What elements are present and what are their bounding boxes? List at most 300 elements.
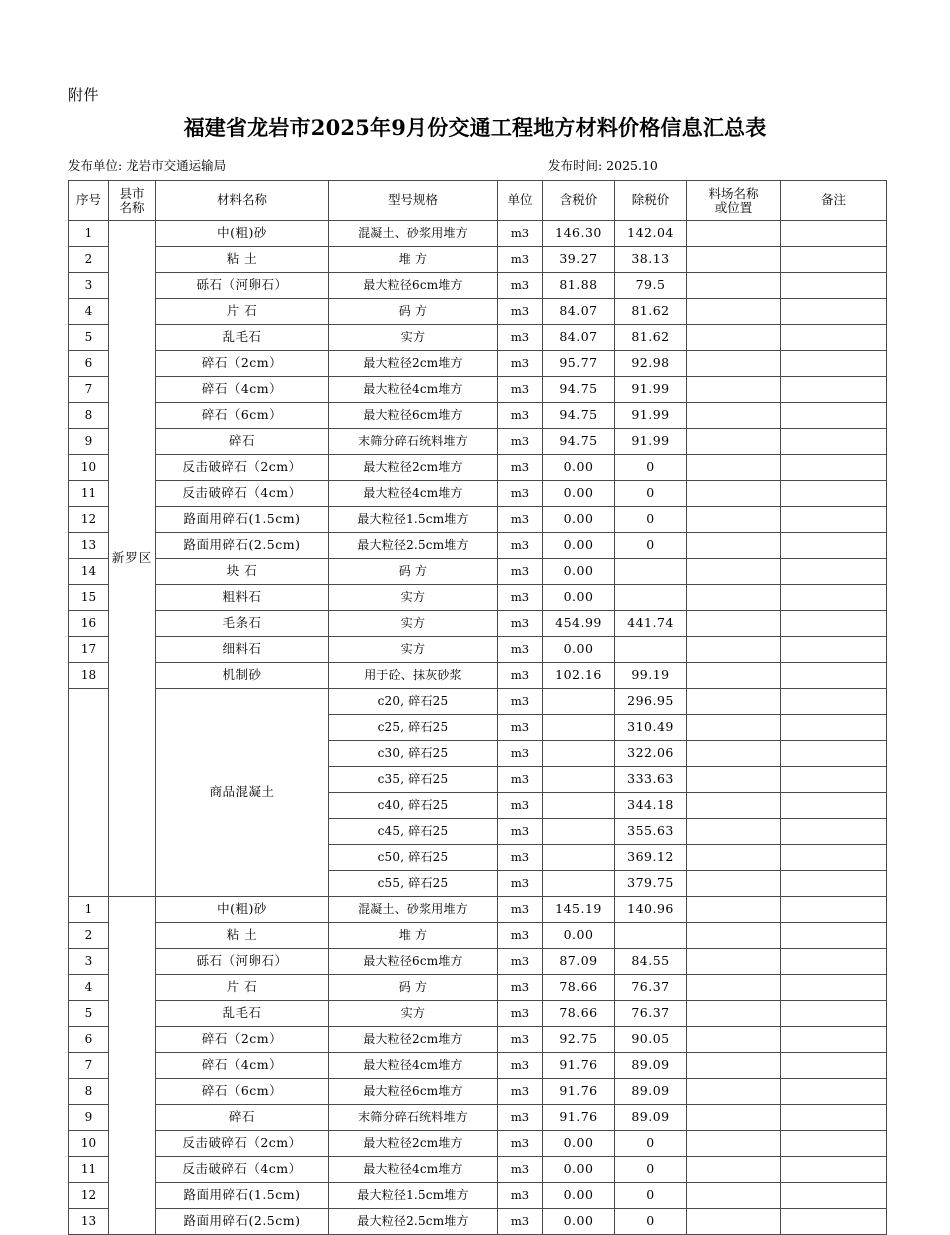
cell-price-incl-tax: 0.00 <box>543 455 615 481</box>
cell-price-excl-tax: 89.09 <box>615 1105 687 1131</box>
col-header-yard <box>687 181 781 221</box>
cell-seq: 11 <box>69 1157 109 1183</box>
cell-spec: 实方 <box>329 611 498 637</box>
cell-spec: 实方 <box>329 325 498 351</box>
cell-remark <box>781 845 887 871</box>
cell-remark <box>781 481 887 507</box>
table-row <box>69 1183 887 1209</box>
cell-yard-location <box>687 247 781 273</box>
col-header-yard-line2: 或位置 <box>714 199 753 215</box>
cell-unit: m3 <box>498 949 543 975</box>
cell-yard-location <box>687 1131 781 1157</box>
cell-price-incl-tax <box>543 741 615 767</box>
cell-yard-location <box>687 845 781 871</box>
cell-remark <box>781 793 887 819</box>
cell-price-excl-tax: 91.99 <box>615 403 687 429</box>
cell-spec: c40, 碎石25 <box>329 793 498 819</box>
cell-remark <box>781 741 887 767</box>
cell-price-excl-tax: 0 <box>615 507 687 533</box>
publish-date-text: 发布时间: 2025.10 <box>548 158 658 173</box>
cell-unit: m3 <box>498 715 543 741</box>
table-row <box>69 923 887 949</box>
cell-spec: 最大粒径1.5cm堆方 <box>329 1183 498 1209</box>
cell-seq: 12 <box>69 507 109 533</box>
cell-spec: 最大粒径6cm堆方 <box>329 273 498 299</box>
cell-material-name: 中(粗)砂 <box>156 221 329 247</box>
cell-seq: 1 <box>69 221 109 247</box>
cell-unit: m3 <box>498 767 543 793</box>
cell-seq: 9 <box>69 429 109 455</box>
cell-price-excl-tax: 99.19 <box>615 663 687 689</box>
cell-yard-location <box>687 299 781 325</box>
cell-material-name: 砾石（河卵石） <box>156 273 329 299</box>
table-row <box>69 429 887 455</box>
cell-yard-location <box>687 949 781 975</box>
table-row <box>69 221 887 247</box>
cell-material-name: 路面用碎石(1.5cm) <box>156 1183 329 1209</box>
cell-remark <box>781 611 887 637</box>
cell-remark <box>781 351 887 377</box>
cell-price-incl-tax: 0.00 <box>543 1183 615 1209</box>
cell-seq: 18 <box>69 663 109 689</box>
cell-price-excl-tax: 81.62 <box>615 325 687 351</box>
table-row <box>69 689 887 715</box>
cell-spec: 混凝土、砂浆用堆方 <box>329 221 498 247</box>
table-row <box>69 1209 887 1235</box>
cell-yard-location <box>687 871 781 897</box>
cell-price-excl-tax: 0 <box>615 1209 687 1235</box>
cell-yard-location <box>687 1183 781 1209</box>
cell-unit: m3 <box>498 559 543 585</box>
cell-yard-location <box>687 1079 781 1105</box>
cell-unit: m3 <box>498 403 543 429</box>
cell-price-excl-tax: 0 <box>615 533 687 559</box>
cell-yard-location <box>687 793 781 819</box>
cell-price-incl-tax <box>543 715 615 741</box>
cell-price-excl-tax: 79.5 <box>615 273 687 299</box>
page-title: 福建省龙岩市2025年9月份交通工程地方材料价格信息汇总表 <box>183 115 767 140</box>
cell-spec: 最大粒径4cm堆方 <box>329 377 498 403</box>
cell-remark <box>781 1131 887 1157</box>
cell-material-name: 碎石 <box>156 1105 329 1131</box>
cell-spec: c50, 碎石25 <box>329 845 498 871</box>
cell-price-excl-tax: 379.75 <box>615 871 687 897</box>
cell-unit: m3 <box>498 1027 543 1053</box>
cell-price-incl-tax: 92.75 <box>543 1027 615 1053</box>
cell-spec: 最大粒径4cm堆方 <box>329 481 498 507</box>
cell-remark <box>781 1053 887 1079</box>
cell-spec: 混凝土、砂浆用堆方 <box>329 897 498 923</box>
cell-yard-location <box>687 1027 781 1053</box>
cell-spec: 末筛分碎石统料堆方 <box>329 1105 498 1131</box>
cell-yard-location <box>687 429 781 455</box>
cell-spec: 最大粒径4cm堆方 <box>329 1157 498 1183</box>
cell-unit: m3 <box>498 897 543 923</box>
cell-spec: 堆 方 <box>329 923 498 949</box>
cell-seq: 13 <box>69 533 109 559</box>
cell-seq: 5 <box>69 325 109 351</box>
cell-material-name: 碎石（2cm） <box>156 351 329 377</box>
cell-material-name: 路面用碎石(1.5cm) <box>156 507 329 533</box>
cell-remark <box>781 871 887 897</box>
cell-material-name: 反击破碎石（2cm） <box>156 1131 329 1157</box>
cell-seq: 16 <box>69 611 109 637</box>
cell-yard-location <box>687 585 781 611</box>
cell-material-name: 粗料石 <box>156 585 329 611</box>
table-row <box>69 247 887 273</box>
cell-spec: 最大粒径1.5cm堆方 <box>329 507 498 533</box>
table-row <box>69 403 887 429</box>
col-header-seq: 序号 <box>69 181 109 221</box>
table-row <box>69 1053 887 1079</box>
cell-remark <box>781 403 887 429</box>
cell-price-incl-tax: 0.00 <box>543 533 615 559</box>
cell-seq: 6 <box>69 351 109 377</box>
cell-seq: 2 <box>69 923 109 949</box>
cell-material-name: 碎石（6cm） <box>156 403 329 429</box>
cell-seq: 6 <box>69 1027 109 1053</box>
cell-spec: 用于砼、抹灰砂浆 <box>329 663 498 689</box>
cell-price-excl-tax: 355.63 <box>615 819 687 845</box>
cell-unit: m3 <box>498 585 543 611</box>
cell-yard-location <box>687 221 781 247</box>
cell-remark <box>781 1209 887 1235</box>
cell-seq: 17 <box>69 637 109 663</box>
table-body <box>69 221 887 1235</box>
col-header-yard-line1: 料场名称 <box>708 186 759 202</box>
cell-material-name: 反击破碎石（4cm） <box>156 1157 329 1183</box>
cell-yard-location <box>687 611 781 637</box>
cell-yard-location <box>687 1105 781 1131</box>
cell-material-name: 机制砂 <box>156 663 329 689</box>
cell-price-incl-tax: 87.09 <box>543 949 615 975</box>
table-header-row <box>69 181 887 221</box>
cell-remark <box>781 923 887 949</box>
attachment-label: 附件 <box>68 86 100 104</box>
table-row <box>69 1027 887 1053</box>
cell-price-incl-tax: 91.76 <box>543 1053 615 1079</box>
cell-spec: 堆 方 <box>329 247 498 273</box>
cell-unit: m3 <box>498 247 543 273</box>
table-row <box>69 1105 887 1131</box>
table-row <box>69 1001 887 1027</box>
cell-unit: m3 <box>498 481 543 507</box>
cell-spec: 最大粒径2.5cm堆方 <box>329 1209 498 1235</box>
cell-yard-location <box>687 819 781 845</box>
cell-remark <box>781 949 887 975</box>
table-row <box>69 1131 887 1157</box>
cell-unit: m3 <box>498 819 543 845</box>
cell-price-incl-tax: 91.76 <box>543 1105 615 1131</box>
cell-price-excl-tax: 140.96 <box>615 897 687 923</box>
cell-price-excl-tax: 92.98 <box>615 351 687 377</box>
cell-unit: m3 <box>498 429 543 455</box>
publication-meta <box>68 156 886 176</box>
cell-seq: 13 <box>69 1209 109 1235</box>
cell-yard-location <box>687 1001 781 1027</box>
cell-spec: 实方 <box>329 1001 498 1027</box>
cell-price-incl-tax: 0.00 <box>543 637 615 663</box>
cell-price-incl-tax: 91.76 <box>543 1079 615 1105</box>
table-row <box>69 585 887 611</box>
cell-yard-location <box>687 663 781 689</box>
cell-price-excl-tax: 90.05 <box>615 1027 687 1053</box>
cell-yard-location <box>687 897 781 923</box>
col-header-county-line2: 名称 <box>119 199 145 215</box>
cell-unit: m3 <box>498 507 543 533</box>
cell-remark <box>781 585 887 611</box>
cell-price-incl-tax: 84.07 <box>543 325 615 351</box>
cell-price-incl-tax: 78.66 <box>543 975 615 1001</box>
cell-price-incl-tax: 0.00 <box>543 1209 615 1235</box>
cell-seq: 10 <box>69 1131 109 1157</box>
cell-remark <box>781 247 887 273</box>
cell-price-incl-tax <box>543 871 615 897</box>
cell-unit: m3 <box>498 1131 543 1157</box>
table-row <box>69 455 887 481</box>
cell-price-incl-tax: 94.75 <box>543 429 615 455</box>
cell-material-name: 反击破碎石（2cm） <box>156 455 329 481</box>
table-row <box>69 273 887 299</box>
table-row <box>69 325 887 351</box>
cell-material-name: 片 石 <box>156 975 329 1001</box>
cell-unit: m3 <box>498 273 543 299</box>
cell-price-incl-tax: 84.07 <box>543 299 615 325</box>
cell-price-incl-tax: 94.75 <box>543 377 615 403</box>
cell-yard-location <box>687 455 781 481</box>
cell-seq: 11 <box>69 481 109 507</box>
cell-price-excl-tax: 296.95 <box>615 689 687 715</box>
cell-unit: m3 <box>498 871 543 897</box>
cell-remark <box>781 767 887 793</box>
cell-spec: 最大粒径2cm堆方 <box>329 351 498 377</box>
cell-price-excl-tax: 38.13 <box>615 247 687 273</box>
table-row <box>69 637 887 663</box>
cell-seq: 10 <box>69 455 109 481</box>
cell-spec: 末筛分碎石统料堆方 <box>329 429 498 455</box>
cell-price-excl-tax: 89.09 <box>615 1053 687 1079</box>
cell-yard-location <box>687 637 781 663</box>
cell-spec: 最大粒径4cm堆方 <box>329 1053 498 1079</box>
cell-material-name: 乱毛石 <box>156 1001 329 1027</box>
cell-material-name: 碎石（2cm） <box>156 1027 329 1053</box>
table-row <box>69 299 887 325</box>
cell-yard-location <box>687 351 781 377</box>
cell-unit: m3 <box>498 845 543 871</box>
cell-remark <box>781 455 887 481</box>
cell-price-incl-tax: 94.75 <box>543 403 615 429</box>
cell-unit: m3 <box>498 1105 543 1131</box>
cell-remark <box>781 273 887 299</box>
cell-unit: m3 <box>498 533 543 559</box>
cell-unit: m3 <box>498 221 543 247</box>
cell-seq: 7 <box>69 1053 109 1079</box>
cell-unit: m3 <box>498 1209 543 1235</box>
cell-price-excl-tax: 0 <box>615 1131 687 1157</box>
cell-remark <box>781 559 887 585</box>
cell-unit: m3 <box>498 923 543 949</box>
cell-price-excl-tax: 369.12 <box>615 845 687 871</box>
cell-remark <box>781 975 887 1001</box>
cell-seq: 9 <box>69 1105 109 1131</box>
cell-seq <box>69 689 109 897</box>
cell-material-name: 碎石（4cm） <box>156 377 329 403</box>
cell-price-excl-tax: 310.49 <box>615 715 687 741</box>
cell-price-incl-tax <box>543 845 615 871</box>
col-header-unit: 单位 <box>498 181 543 221</box>
cell-price-excl-tax: 142.04 <box>615 221 687 247</box>
cell-unit: m3 <box>498 689 543 715</box>
cell-price-excl-tax <box>615 923 687 949</box>
cell-price-incl-tax: 95.77 <box>543 351 615 377</box>
cell-remark <box>781 429 887 455</box>
cell-county-name <box>109 897 156 1235</box>
cell-spec: 实方 <box>329 637 498 663</box>
cell-spec: c30, 碎石25 <box>329 741 498 767</box>
cell-material-name: 反击破碎石（4cm） <box>156 481 329 507</box>
cell-price-excl-tax: 76.37 <box>615 975 687 1001</box>
cell-material-name: 路面用碎石(2.5cm) <box>156 1209 329 1235</box>
cell-spec: c25, 碎石25 <box>329 715 498 741</box>
cell-material-name: 乱毛石 <box>156 325 329 351</box>
cell-price-incl-tax: 0.00 <box>543 923 615 949</box>
cell-yard-location <box>687 1209 781 1235</box>
cell-seq: 15 <box>69 585 109 611</box>
cell-price-excl-tax: 322.06 <box>615 741 687 767</box>
cell-price-excl-tax <box>615 559 687 585</box>
table-header <box>69 181 887 221</box>
cell-unit: m3 <box>498 611 543 637</box>
cell-material-name: 粘 土 <box>156 923 329 949</box>
cell-spec: 最大粒径2cm堆方 <box>329 1131 498 1157</box>
cell-material-name: 碎石（4cm） <box>156 1053 329 1079</box>
col-header-price-excl: 除税价 <box>615 181 687 221</box>
cell-spec: c20, 碎石25 <box>329 689 498 715</box>
cell-price-excl-tax: 0 <box>615 1183 687 1209</box>
cell-yard-location <box>687 325 781 351</box>
cell-remark <box>781 637 887 663</box>
cell-yard-location <box>687 767 781 793</box>
cell-material-name: 砾石（河卵石） <box>156 949 329 975</box>
cell-yard-location <box>687 1157 781 1183</box>
table-row <box>69 507 887 533</box>
publisher-text: 发布单位: 龙岩市交通运输局 <box>68 158 227 173</box>
col-header-county <box>109 181 156 221</box>
cell-spec: 最大粒径2cm堆方 <box>329 455 498 481</box>
cell-remark <box>781 1027 887 1053</box>
cell-price-incl-tax <box>543 767 615 793</box>
cell-price-excl-tax: 89.09 <box>615 1079 687 1105</box>
cell-remark <box>781 1157 887 1183</box>
table-row <box>69 975 887 1001</box>
cell-yard-location <box>687 1053 781 1079</box>
cell-yard-location <box>687 559 781 585</box>
cell-remark <box>781 1183 887 1209</box>
cell-yard-location <box>687 689 781 715</box>
cell-yard-location <box>687 715 781 741</box>
cell-yard-location <box>687 507 781 533</box>
cell-price-excl-tax: 84.55 <box>615 949 687 975</box>
cell-seq: 14 <box>69 559 109 585</box>
cell-seq: 8 <box>69 1079 109 1105</box>
cell-price-excl-tax: 0 <box>615 1157 687 1183</box>
cell-remark <box>781 715 887 741</box>
cell-price-excl-tax: 441.74 <box>615 611 687 637</box>
cell-seq: 12 <box>69 1183 109 1209</box>
cell-price-incl-tax: 78.66 <box>543 1001 615 1027</box>
cell-price-incl-tax: 0.00 <box>543 559 615 585</box>
cell-spec: c35, 碎石25 <box>329 767 498 793</box>
cell-price-incl-tax: 0.00 <box>543 1131 615 1157</box>
cell-remark <box>781 507 887 533</box>
cell-unit: m3 <box>498 1053 543 1079</box>
cell-unit: m3 <box>498 975 543 1001</box>
cell-price-incl-tax: 0.00 <box>543 481 615 507</box>
cell-price-excl-tax <box>615 585 687 611</box>
cell-yard-location <box>687 741 781 767</box>
cell-unit: m3 <box>498 377 543 403</box>
cell-price-incl-tax <box>543 793 615 819</box>
cell-remark <box>781 1079 887 1105</box>
cell-price-excl-tax: 81.62 <box>615 299 687 325</box>
cell-material-name: 路面用碎石(2.5cm) <box>156 533 329 559</box>
table-row <box>69 611 887 637</box>
cell-spec: c45, 碎石25 <box>329 819 498 845</box>
cell-material-name: 碎石 <box>156 429 329 455</box>
cell-price-incl-tax: 454.99 <box>543 611 615 637</box>
cell-unit: m3 <box>498 1001 543 1027</box>
cell-material-name: 商品混凝土 <box>156 689 329 897</box>
table-row <box>69 1079 887 1105</box>
cell-remark <box>781 1105 887 1131</box>
cell-price-incl-tax: 0.00 <box>543 585 615 611</box>
cell-price-incl-tax: 146.30 <box>543 221 615 247</box>
cell-remark <box>781 663 887 689</box>
table-row <box>69 1157 887 1183</box>
cell-price-incl-tax: 39.27 <box>543 247 615 273</box>
cell-unit: m3 <box>498 325 543 351</box>
cell-remark <box>781 819 887 845</box>
cell-seq: 3 <box>69 273 109 299</box>
cell-price-incl-tax: 0.00 <box>543 1157 615 1183</box>
cell-price-incl-tax <box>543 819 615 845</box>
cell-unit: m3 <box>498 1157 543 1183</box>
cell-material-name: 块 石 <box>156 559 329 585</box>
cell-seq: 4 <box>69 299 109 325</box>
cell-spec: c55, 碎石25 <box>329 871 498 897</box>
cell-seq: 1 <box>69 897 109 923</box>
cell-seq: 8 <box>69 403 109 429</box>
cell-price-excl-tax: 91.99 <box>615 377 687 403</box>
cell-price-excl-tax: 0 <box>615 481 687 507</box>
cell-remark <box>781 897 887 923</box>
table-row <box>69 897 887 923</box>
cell-price-excl-tax: 91.99 <box>615 429 687 455</box>
cell-yard-location <box>687 273 781 299</box>
cell-unit: m3 <box>498 663 543 689</box>
cell-seq: 3 <box>69 949 109 975</box>
cell-remark <box>781 533 887 559</box>
table-row <box>69 533 887 559</box>
cell-price-incl-tax <box>543 689 615 715</box>
cell-yard-location <box>687 403 781 429</box>
cell-material-name: 细料石 <box>156 637 329 663</box>
col-header-price-incl: 含税价 <box>543 181 615 221</box>
table-row <box>69 377 887 403</box>
cell-price-excl-tax: 333.63 <box>615 767 687 793</box>
cell-remark <box>781 689 887 715</box>
cell-price-incl-tax: 0.00 <box>543 507 615 533</box>
